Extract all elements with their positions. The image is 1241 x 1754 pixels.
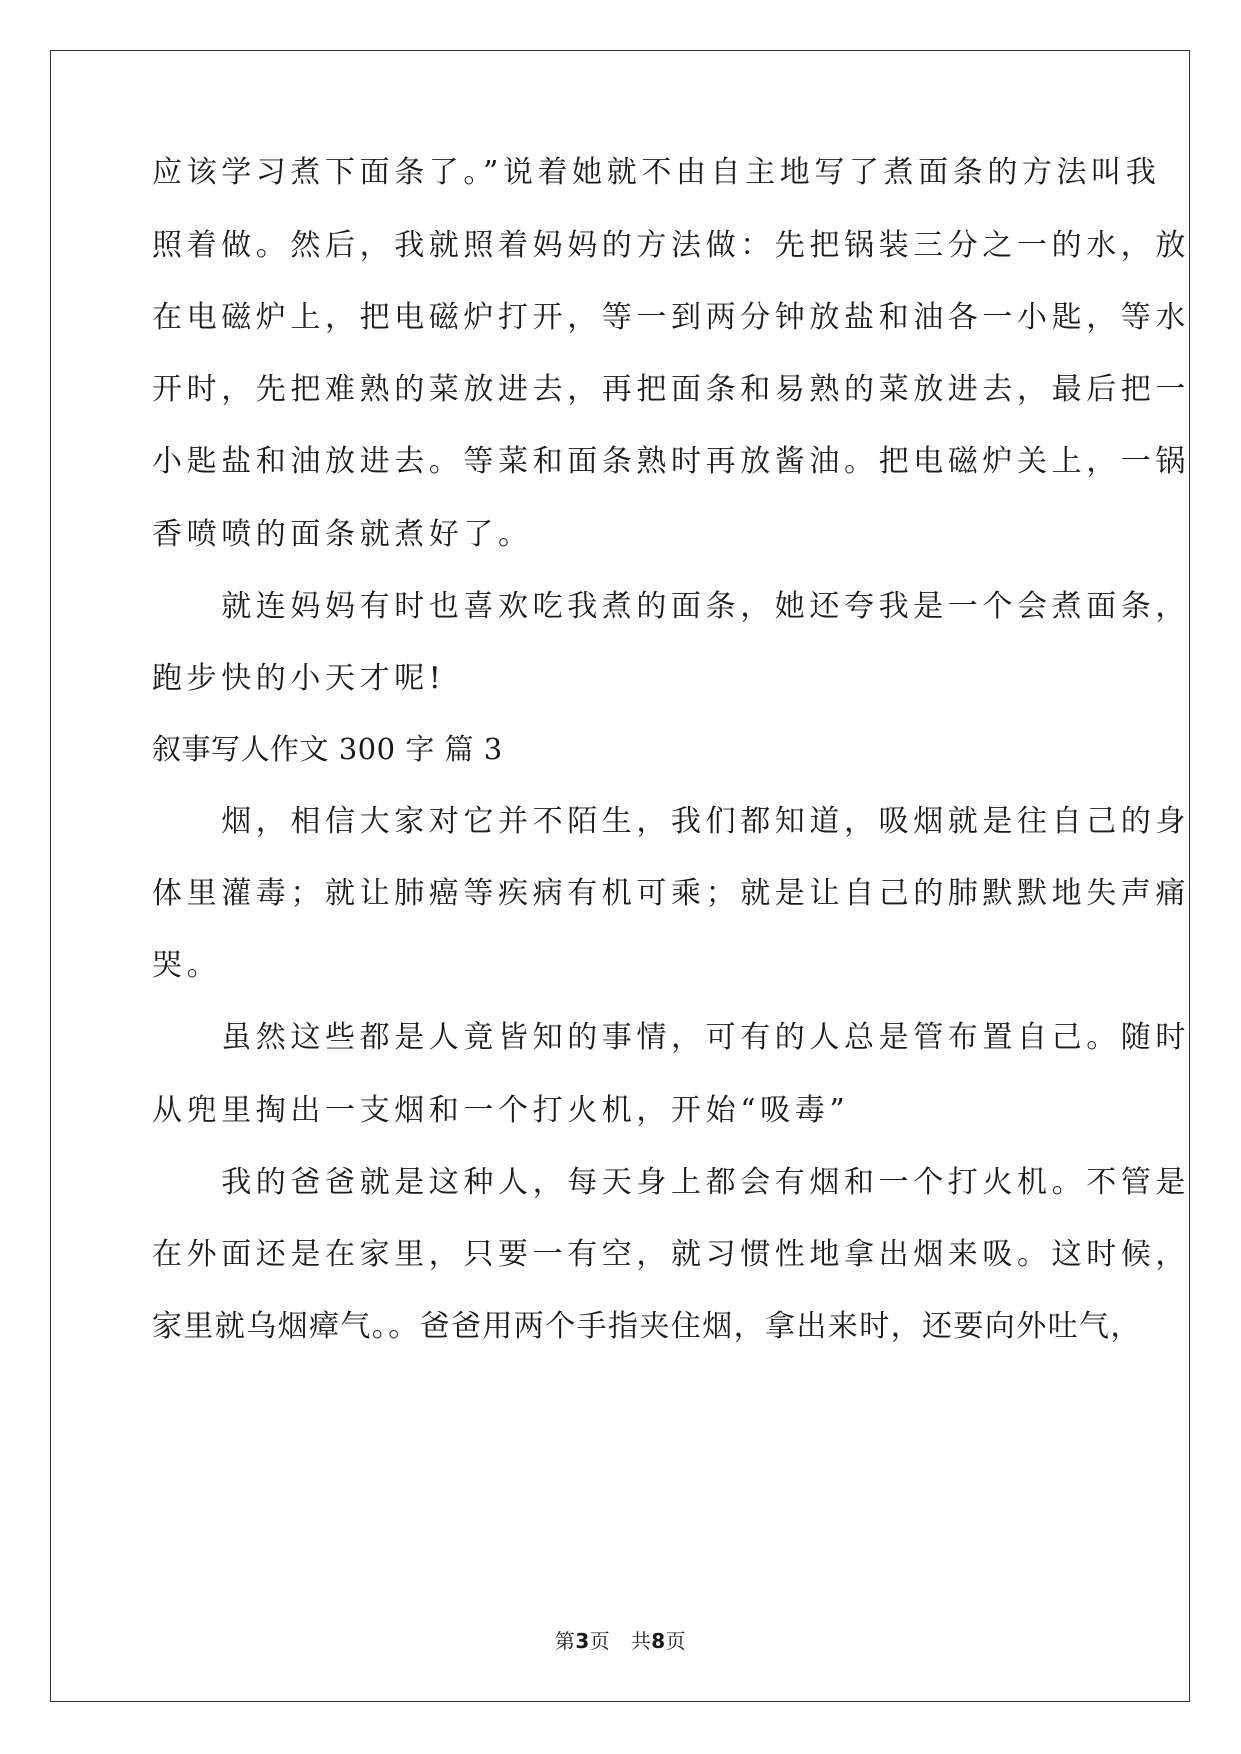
section-heading: 叙事写人作文 300 字 篇 3	[152, 732, 503, 766]
page-prefix: 第	[554, 1629, 576, 1653]
page-mid: 页 共	[589, 1629, 652, 1653]
text-line: 虽然这些都是人竟皆知的事情，可有的人总是管布置自己。随时	[152, 1020, 1190, 1055]
current-page-number: 3	[575, 1629, 590, 1653]
text-line: 跑步快的小天才呢!	[152, 661, 446, 696]
text-line: 家里就乌烟瘴气。。爸爸用两个手指夹住烟，拿出来时，还要向外吐气，	[152, 1309, 1142, 1344]
text-line: 应该学习煮下面条了。”说着她就不由自主地写了煮面条的方法叫我	[152, 155, 1161, 190]
text-line: 开时，先把难熟的菜放进去，再把面条和易熟的菜放进去，最后把一	[152, 372, 1190, 407]
text-line: 哭。	[152, 948, 222, 983]
text-line: 体里灌毒；就让肺癌等疾病有机可乘；就是让自己的肺默默地失声痛	[152, 876, 1190, 911]
text-line: 照着做。然后，我就照着妈妈的方法做：先把锅装三分之一的水，放	[152, 228, 1190, 263]
text-line: 小匙盐和油放进去。等菜和面条熟时再放酱油。把电磁炉关上，一锅	[152, 444, 1190, 479]
text-line: 从兜里掏出一支烟和一个打火机，开始“吸毒”	[152, 1093, 850, 1128]
text-line: 香喷喷的面条就煮好了。	[152, 517, 533, 552]
total-page-number: 8	[651, 1629, 666, 1653]
page-suffix: 页	[665, 1629, 687, 1653]
text-line: 就连妈妈有时也喜欢吃我煮的面条，她还夸我是一个会煮面条，	[152, 589, 1190, 624]
text-line: 在电磁炉上，把电磁炉打开，等一到两分钟放盐和油各一小匙，等水	[152, 300, 1190, 335]
text-line: 烟，相信大家对它并不陌生，我们都知道，吸烟就是往自己的身	[152, 804, 1190, 839]
text-line: 我的爸爸就是这种人，每天身上都会有烟和一个打火机。不管是	[152, 1165, 1190, 1200]
page-number-footer	[0, 1629, 1241, 1653]
text-line: 在外面还是在家里，只要一有空，就习惯性地拿出烟来吸。这时候，	[152, 1237, 1190, 1272]
